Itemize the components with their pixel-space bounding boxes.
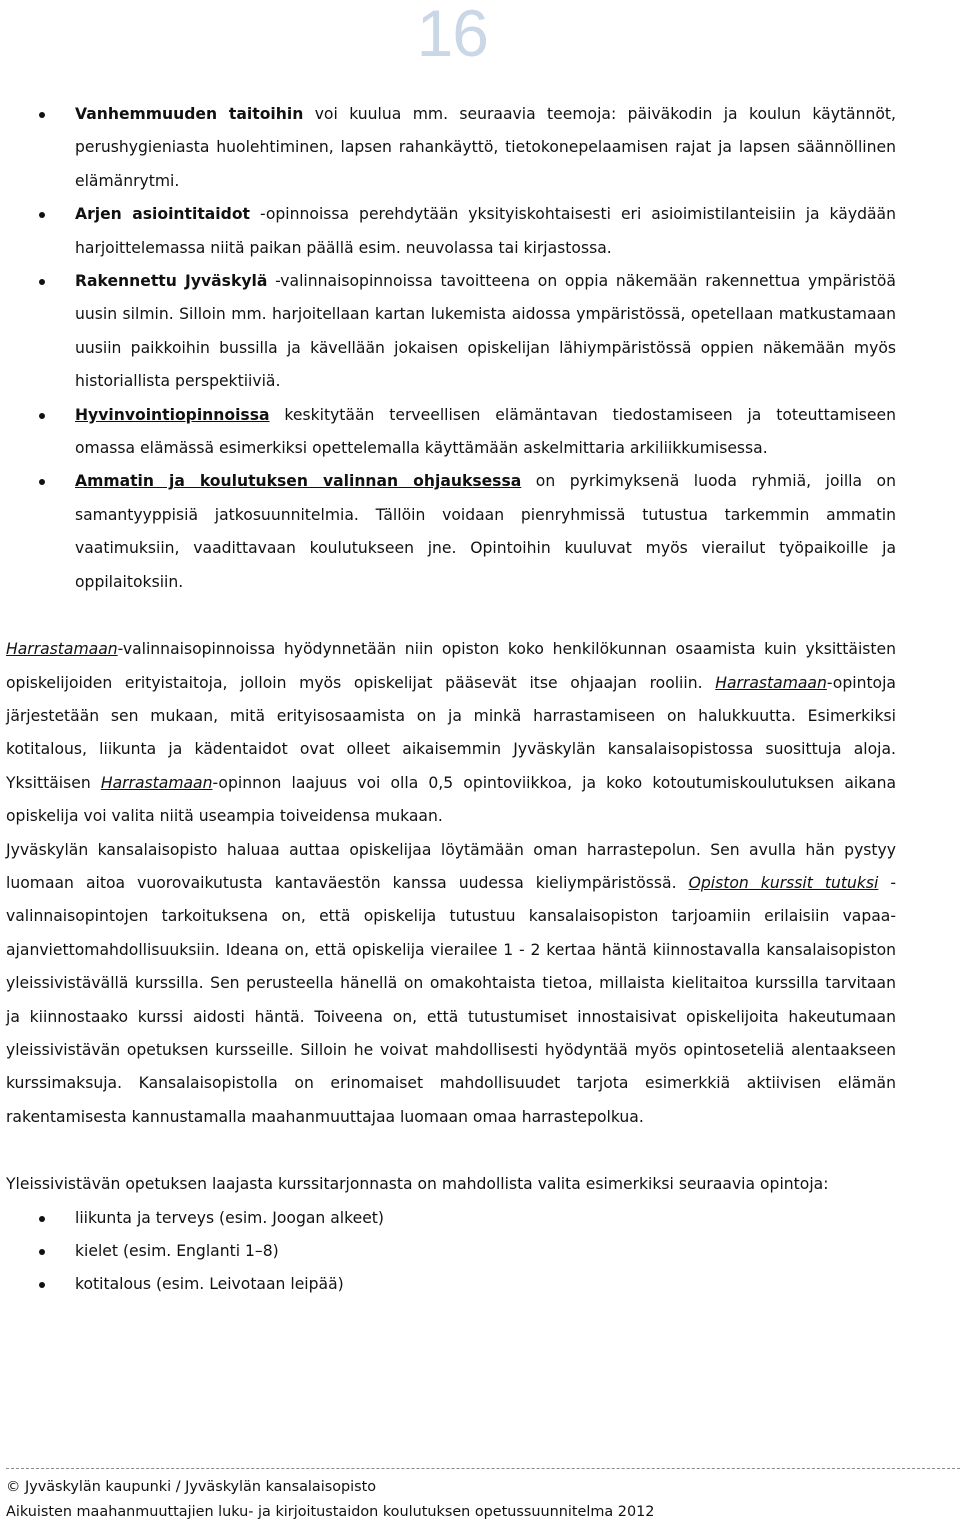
bullet-icon	[39, 1216, 45, 1222]
item-text: kielet (esim. Englanti 1–8)	[75, 1242, 279, 1260]
bullet-icon	[39, 1249, 45, 1255]
term: Ammatin ja koulutuksen valinnan ohjauksessa	[75, 472, 522, 491]
item-text: -opinnoissa perehdytään yksityiskohtaisesti eri asioimistilanteisiin ja käydään harjoittelemassa niitä paikan päällä esim. neuvolassa tai kirjastossa.	[75, 205, 896, 257]
paragraph-yleissivistava	[6, 1168, 896, 1201]
paragraph-text: -valinnaisopintojen tarkoituksena on, että opiskelija tutustuu kansalaisopiston tarjoamiin erilaisiin vapaa-ajanviettomahdollisuuksiin. Ideana on, että opiskelija vierailee 1 - 2 kertaa häntä kiinnostavalla kansalaisopiston yleissivistävällä kurssilla. Sen perusteella hänellä on omakohtaista tietoa, millaista kielitaitoa kurssilla tarvitaan ja kiinnostaako kurssi aidosti häntä. Toiveena on, että tutustumiset innostaisivat opiskelijoita hakeutumaan yleissivistävän opetuksen kursseille. Silloin he voivat mahdollisesti hyödyntää myös opintoseteliä alentaakseen kurssimaksuja. Kansalaisopistolla on erinomaiset mahdollisuudet tarjota esimerkkiä aktiivisen elämän rakentamisesta kannustamalla maahanmuuttajaa luomaan omaa harrastepolkua.	[6, 873, 896, 1126]
bottom-bullet-list	[6, 1202, 896, 1302]
item-text: keskitytään terveellisen elämäntavan tiedostamiseen ja toteuttamiseen omassa elämässä esimerkiksi opettelemalla käyttämään askelmittaria arkiliikkumisessa.	[75, 405, 896, 458]
paragraph-text: -opinnon laajuus voi olla 0,5 opintoviikkoa, ja koko kotoutumiskoulutuksen aikana opiskelija voi valita niitä useampia toiveidensa mukaan.	[6, 773, 897, 826]
footer-document-title: Aikuisten maahanmuuttajien luku- ja kirjoitustaidon koulutuksen opetussuunnitelma 2012	[6, 1504, 655, 1520]
item-text: -valinnaisopinnoissa tavoitteena on oppia näkemään rakennettua ympäristöä uusin silmin. Silloin mm. harjoitellaan kartan lukemista aidossa ympäristössä, opetellaan matkustamaan uusiin paikkoihin bussilla ja kävellään jokaisen opiskelijan lähiympäristössä oppien näkemään myös historiallista perspektiiviä.	[75, 272, 896, 391]
paragraph-text: Jyväskylän kansalaisopisto haluaa auttaa opiskelijaa löytämään oman harrastepolun. Sen avulla hän pystyy luomaan aitoa vuorovaikutusta kantaväestön kanssa uudessa kieliympäristössä.	[6, 840, 896, 892]
term: Arjen asiointitaidot	[75, 205, 250, 224]
bullet-icon	[39, 212, 45, 218]
item-text: kotitalous (esim. Leivotaan leipää)	[75, 1275, 344, 1294]
bullet-icon	[39, 413, 45, 419]
list-item	[6, 1202, 896, 1235]
footer-copyright: © Jyväskylän kaupunki / Jyväskylän kansalaisopisto	[6, 1479, 377, 1495]
bullet-icon	[39, 1282, 45, 1288]
paragraph-harrastepolku	[6, 834, 896, 1135]
list-item	[6, 1268, 896, 1301]
emphasis: Harrastamaan	[715, 673, 827, 692]
bullet-icon	[39, 279, 45, 285]
term: Hyvinvointiopinnoissa	[75, 405, 270, 424]
item-text: voi kuulua mm. seuraavia teemoja: päiväkodin ja koulun käytännöt, perushygieniasta huolehtiminen, lapsen rahankäyttö, tietokonepelaamisen rajat ja lapsen säännöllinen elämänrytmi.	[75, 105, 896, 190]
list-item	[6, 265, 896, 399]
term: Rakennettu Jyväskylä	[75, 272, 268, 291]
paragraph-text: Yleissivistävän opetuksen laajasta kurssitarjonnasta on mahdollista valita esimerkiksi seuraavia opintoja:	[6, 1175, 829, 1194]
paragraph-text: -opintoja järjestetään sen mukaan, mitä erityisosaamista on ja minkä harrastamiseen on halukkuutta. Esimerkiksi kotitalous, liikunta ja kädentaidot ovat olleet aikaisemmin Jyväskylän kansalaisopistossa suosittuja aloja. Yksittäisen	[6, 673, 896, 792]
item-text: on pyrkimyksenä luoda ryhmiä, joilla on samantyyppisiä jatkosuunnitelmia. Tällöin voidaan pienryhmissä tutustua tarkemmin ammatin vaatimuksiin, vaadittavaan koulutukseen jne. Opintoihin kuuluvat myös vierailut työpaikoille ja oppilaitoksiin.	[75, 472, 896, 591]
list-item	[6, 1235, 896, 1268]
paragraph-harrastamaan	[6, 633, 896, 833]
paragraph-text: -valinnaisopinnoissa hyödynnetään niin opiston koko henkilökunnan osaamista kuin yksittäisten opiskelijoiden erityistaitoja, jolloin myös opiskelijat pääsevät itse ohjaajan rooliin.	[6, 640, 896, 692]
emphasis: Harrastamaan	[6, 640, 118, 659]
page-number: 16	[416, 0, 488, 70]
list-item	[6, 465, 896, 599]
emphasis: Harrastamaan	[100, 773, 213, 792]
term: Vanhemmuuden taitoihin	[75, 105, 304, 123]
page-footer	[6, 1468, 960, 1525]
list-item	[6, 399, 896, 466]
document-body	[6, 98, 896, 1302]
emphasis: Opiston kurssit tutuksi	[688, 873, 879, 892]
item-text: liikunta ja terveys (esim. Joogan alkeet)	[75, 1208, 384, 1227]
bullet-icon	[39, 479, 45, 485]
top-bullet-list	[6, 98, 896, 599]
list-item	[6, 98, 896, 198]
list-item	[6, 198, 896, 265]
bullet-icon	[39, 112, 45, 118]
